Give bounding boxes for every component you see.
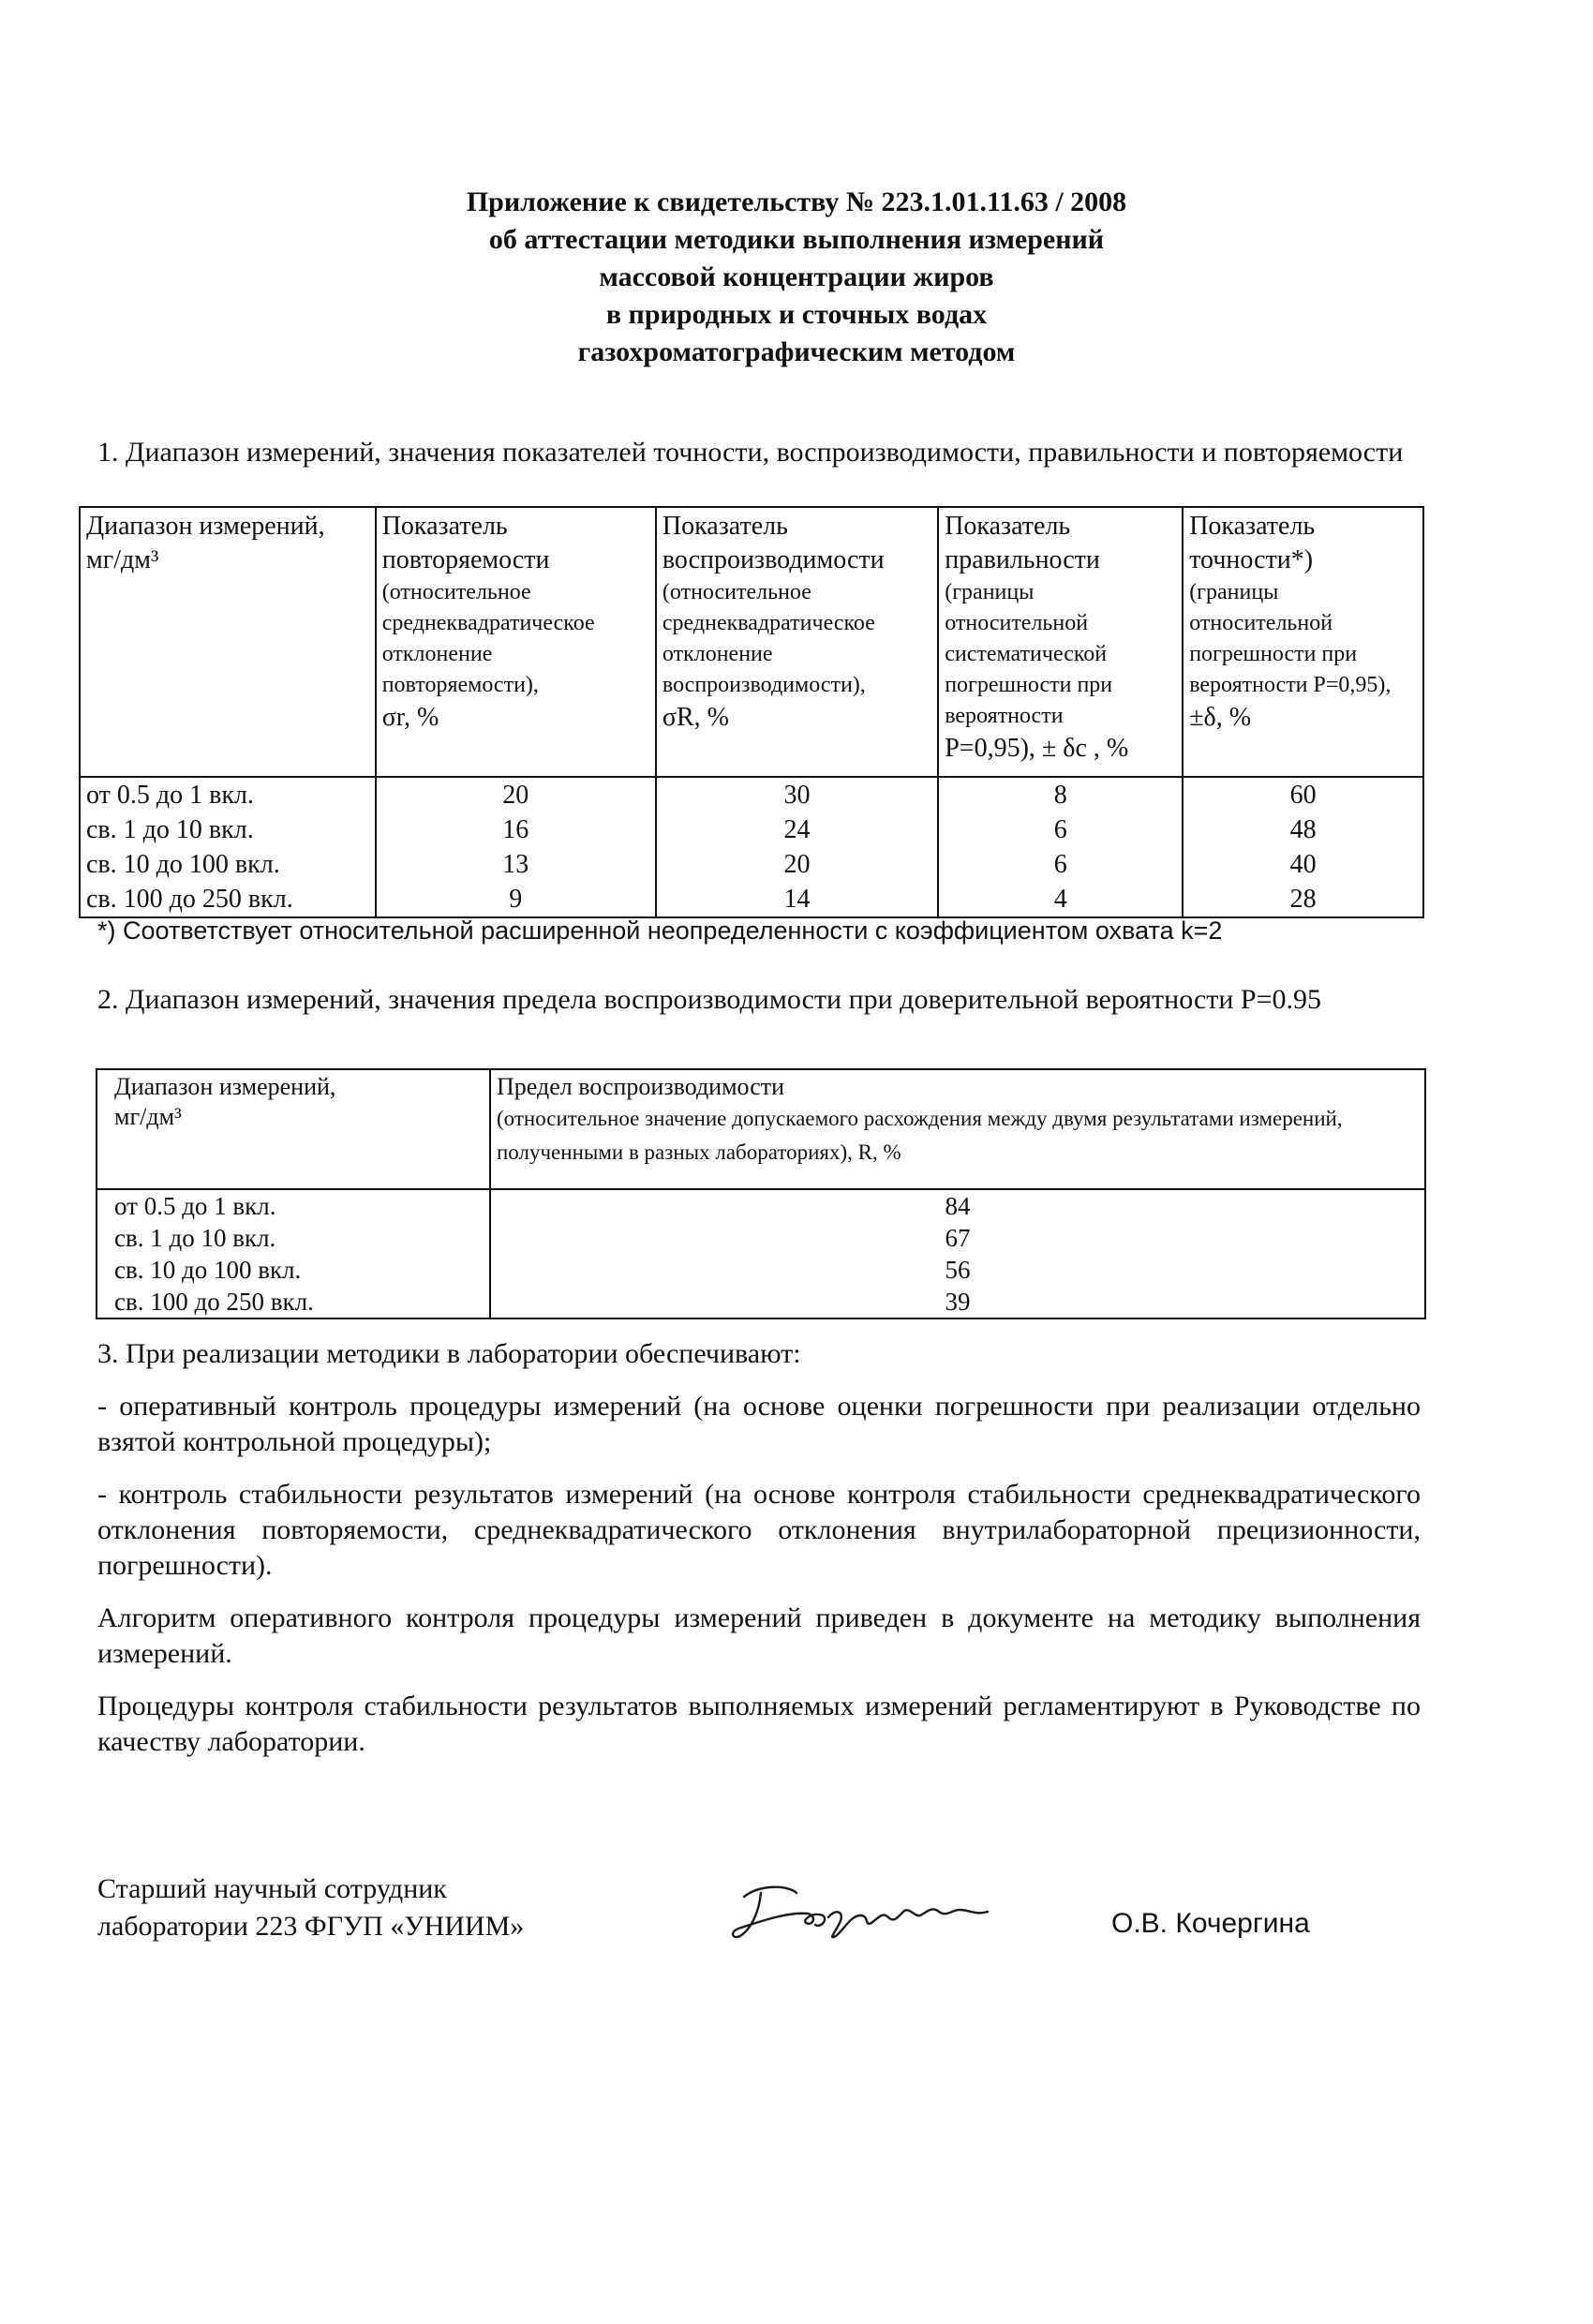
section-1-heading: 1. Диапазон измерений, значения показателей точности, воспроизводимости, правильности и повторяемости: [97, 437, 1404, 468]
header-text: Показатель: [662, 512, 788, 541]
signatory-name: О.В. Кочергина: [1111, 1908, 1310, 1939]
table-header-row: [80, 507, 1423, 777]
title-line-2: об аттестации методики выполнения измерений: [488, 224, 1105, 255]
table-row: [97, 1254, 1425, 1286]
header-symbol: σR, %: [662, 703, 729, 732]
header-text: Диапазон измерений,: [114, 1073, 336, 1100]
value-cell: 60: [1183, 777, 1423, 812]
value-cell: 67: [490, 1222, 1425, 1254]
section-3-paragraph: - контроль стабильности результатов измерений (на основе контроля стабильности среднеквадратического отклонения повторяемости, среднеквадратического отклонения внутрилабораторной прецизионности, погрешности).: [97, 1479, 1421, 1581]
section-2-heading: 2. Диапазон измерений, значения предела воспроизводимости при доверительной вероятности Р=0.95: [97, 984, 1322, 1015]
range-cell: св. 10 до 100 вкл.: [80, 847, 376, 882]
range-cell: св. 10 до 100 вкл.: [97, 1254, 490, 1286]
position-line: Старший научный сотрудник: [97, 1873, 447, 1904]
header-text: Показатель: [381, 512, 508, 541]
range-cell: св. 100 до 250 вкл.: [97, 1286, 490, 1318]
header-text: правильности: [945, 545, 1100, 574]
value-cell: 4: [938, 882, 1183, 917]
section-3-paragraph: Алгоритм оперативного контроля процедуры измерений приведен в документе на методику выполнения измерений.: [97, 1602, 1421, 1669]
header-repeatability: [376, 507, 656, 777]
title-line-1: Приложение к свидетельству № 223.1.01.11.63 / 2008: [466, 186, 1127, 217]
value-cell: 8: [938, 777, 1183, 812]
value-cell: 6: [938, 847, 1183, 882]
accuracy-table: [79, 506, 1424, 918]
header-note: (границы относительной погрешности при вероятности Р=0,95),: [1189, 580, 1392, 697]
value-cell: 6: [938, 812, 1183, 847]
table-row: [97, 1189, 1425, 1222]
value-cell: 84: [490, 1189, 1425, 1222]
header-unit: мг/дм³: [86, 545, 159, 574]
signatory-position: [97, 1870, 524, 1945]
title-line-5: газохроматографическим методом: [577, 336, 1016, 367]
value-cell: 24: [656, 812, 938, 847]
header-reproducibility: [656, 507, 938, 777]
value-cell: 16: [376, 812, 656, 847]
header-unit: мг/дм³: [114, 1103, 182, 1130]
value-cell: 20: [376, 777, 656, 812]
table-row: [80, 812, 1423, 847]
value-cell: 20: [656, 847, 938, 882]
header-symbol: σr, %: [381, 703, 439, 732]
handwritten-signature: [723, 1874, 1005, 1949]
position-line: лаборатории 223 ФГУП «УНИИМ»: [97, 1911, 525, 1942]
section-3-heading: 3. При реализации методики в лаборатории обеспечивают:: [97, 1338, 801, 1369]
range-cell: св. 1 до 10 вкл.: [80, 812, 376, 847]
header-text: Предел воспроизводимости: [497, 1073, 785, 1100]
header-note: (границы относительной систематической погрешности при вероятности: [945, 580, 1113, 728]
table-header-row: [97, 1069, 1425, 1189]
header-text: Диапазон измерений,: [86, 512, 325, 541]
value-cell: 13: [376, 847, 656, 882]
header-accuracy: [1183, 507, 1423, 777]
range-cell: от 0.5 до 1 вкл.: [97, 1189, 490, 1222]
section-3: [97, 1336, 1421, 1777]
section-3-paragraph: Процедуры контроля стабильности результатов выполняемых измерений регламентируют в Руководстве по качеству лаборатории.: [97, 1691, 1421, 1757]
header-text: Показатель: [1189, 512, 1316, 541]
reproducibility-limit-table: [96, 1068, 1426, 1319]
value-cell: 48: [1183, 812, 1423, 847]
table-row: [80, 847, 1423, 882]
table-row: [80, 882, 1423, 917]
value-cell: 40: [1183, 847, 1423, 882]
table-row: [97, 1286, 1425, 1318]
document-title: [281, 184, 1312, 371]
header-trueness: [938, 507, 1183, 777]
value-cell: 39: [490, 1286, 1425, 1318]
range-cell: св. 100 до 250 вкл.: [80, 882, 376, 917]
range-cell: от 0.5 до 1 вкл.: [80, 777, 376, 812]
value-cell: 30: [656, 777, 938, 812]
value-cell: 28: [1183, 882, 1423, 917]
title-line-4: в природных и сточных водах: [605, 299, 988, 330]
value-cell: 9: [376, 882, 656, 917]
header-text: Показатель: [945, 512, 1071, 541]
table-row: [80, 777, 1423, 812]
value-cell: 14: [656, 882, 938, 917]
header-text: повторяемости: [381, 545, 550, 574]
title-line-3: массовой концентрации жиров: [599, 261, 994, 292]
header-note: (относительное среднеквадратическое отклонение воспроизводимости),: [662, 580, 875, 697]
header-symbol: Р=0,95), ± δc , %: [945, 734, 1129, 763]
header-range: [97, 1069, 490, 1189]
header-text: точности*): [1189, 545, 1314, 574]
range-cell: св. 1 до 10 вкл.: [97, 1222, 490, 1254]
table-footnote: *) Соответствует относительной расширенной неопределенности с коэффициентом охвата k=2: [97, 916, 1223, 945]
section-3-paragraph: - оперативный контроль процедуры измерений (на основе оценки погрешности при реализации отдельно взятой контрольной процедуры);: [97, 1391, 1421, 1457]
header-limit: [490, 1069, 1425, 1189]
header-note: (относительное среднеквадратическое отклонение повторяемости),: [381, 580, 595, 697]
value-cell: 56: [490, 1254, 1425, 1286]
header-note: (относительное значение допускаемого расхождения между двумя результатами измерений, полученными в разных лабораториях), R, %: [497, 1107, 1343, 1164]
header-text: воспроизводимости: [662, 545, 885, 574]
header-symbol: ±δ, %: [1189, 703, 1252, 732]
table-row: [97, 1222, 1425, 1254]
header-range: [80, 507, 376, 777]
